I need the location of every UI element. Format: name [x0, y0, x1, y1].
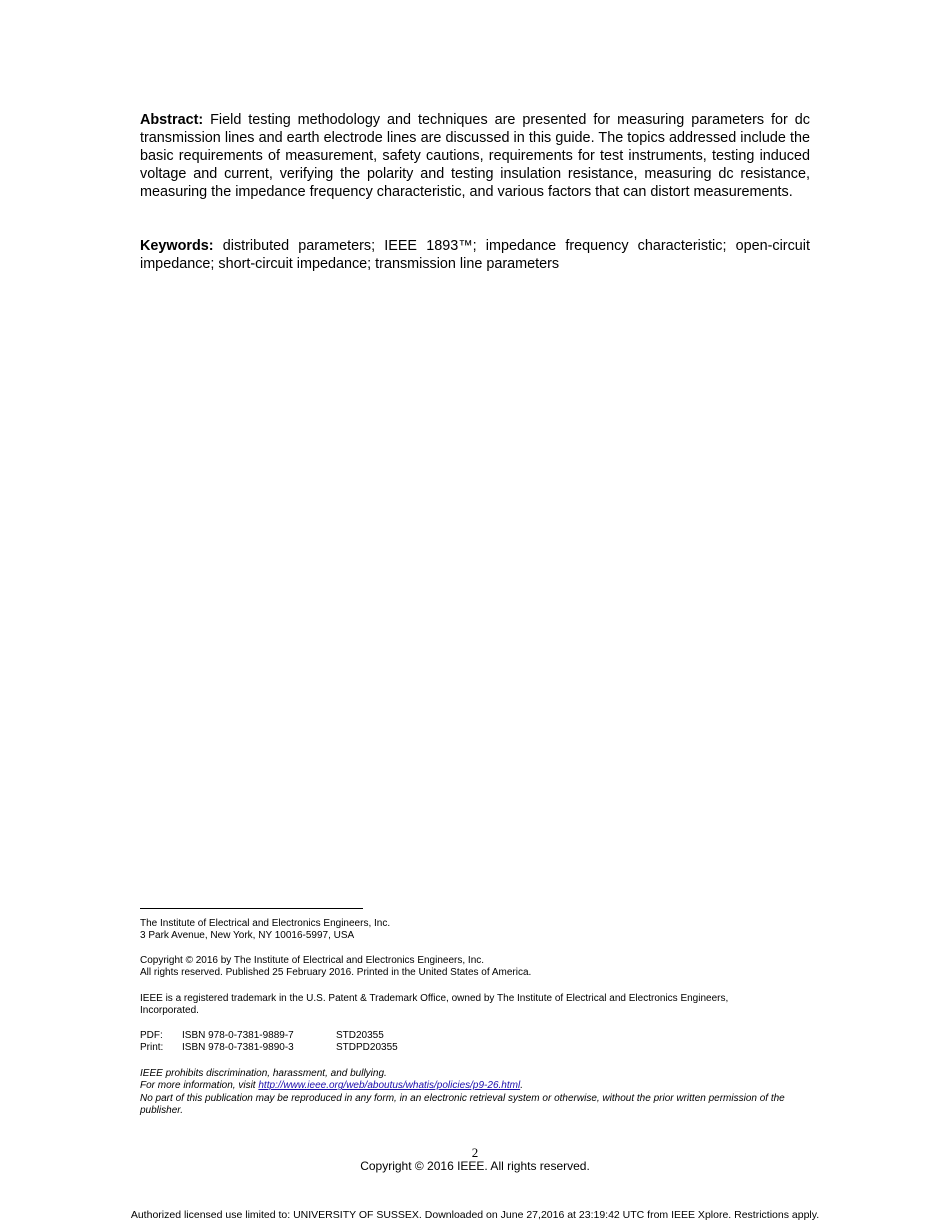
publisher-info — [140, 918, 812, 943]
license-notice: Authorized licensed use limited to: UNIVERSITY OF SUSSEX. Downloaded on June 27,2016 at 23:19:42 UTC from IEEE Xplore. Restrictions apply. — [130, 1209, 820, 1221]
copyright-notice — [140, 955, 812, 980]
keywords-label: Keywords: — [140, 238, 214, 254]
isbn-format: Print: — [140, 1042, 164, 1054]
footer-copyright: Copyright © 2016 IEEE. All rights reserved. — [360, 1159, 590, 1173]
policy-link[interactable]: http://www.ieee.org/web/aboutus/whatis/policies/p9-26.html — [258, 1080, 521, 1092]
isbn-code: STDPD20355 — [336, 1042, 398, 1054]
page-number: 2 — [471, 1145, 479, 1160]
keywords-paragraph — [140, 237, 810, 273]
trademark-text: IEEE is a registered trademark in the U.S. Patent & Trademark Office, owned by The Institute of Electrical and Electronics Engineers, Incorporated. — [140, 993, 729, 1017]
isbn-row-pdf — [140, 1030, 812, 1042]
isbn-table — [140, 1030, 812, 1055]
footnote-divider — [140, 908, 363, 909]
isbn-row-print — [140, 1042, 812, 1054]
isbn-number: ISBN 978-0-7381-9890-3 — [182, 1042, 294, 1054]
abstract-paragraph — [140, 111, 810, 201]
copyright-line-1: Copyright © 2016 by The Institute of Electrical and Electronics Engineers, Inc. — [140, 955, 485, 966]
policy-info-prefix: For more information, visit — [140, 1080, 259, 1092]
trademark-notice — [140, 993, 740, 1018]
copyright-line-2: All rights reserved. Published 25 February 2016. Printed in the United States of America. — [140, 967, 532, 979]
policy-statement: IEEE prohibits discrimination, harassment, and bullying. — [140, 1068, 387, 1079]
reproduction-notice: No part of this publication may be reproduced in any form, in an electronic retrieval system or otherwise, without the prior written permission of the publisher. — [140, 1092, 785, 1116]
isbn-format: PDF: — [140, 1030, 163, 1041]
policy-info-line — [140, 1080, 812, 1092]
policy-notice — [140, 1068, 812, 1117]
abstract-text: Field testing methodology and techniques are presented for measuring parameters for dc transmission lines and earth electrode lines are discussed in this guide. The topics addressed include the basic requirements of measurement, safety cautions, requirements for test instruments, testing induced voltage and current, verifying the polarity and testing insulation resistance, measuring dc resistance, measuring the impedance frequency characteristic, and various factors that can distort measurements. — [140, 112, 810, 200]
abstract-label: Abstract: — [140, 112, 204, 128]
publisher-name: The Institute of Electrical and Electronics Engineers, Inc. — [140, 918, 391, 929]
isbn-code: STD20355 — [336, 1030, 384, 1041]
publisher-address: 3 Park Avenue, New York, NY 10016-5997, USA — [140, 930, 355, 942]
isbn-number: ISBN 978-0-7381-9889-7 — [182, 1030, 294, 1041]
policy-info-suffix: . — [520, 1080, 523, 1092]
keywords-text: distributed parameters; IEEE 1893™; impedance frequency characteristic; open-circuit impedance; short-circuit impedance; transmission line parameters — [140, 238, 810, 272]
